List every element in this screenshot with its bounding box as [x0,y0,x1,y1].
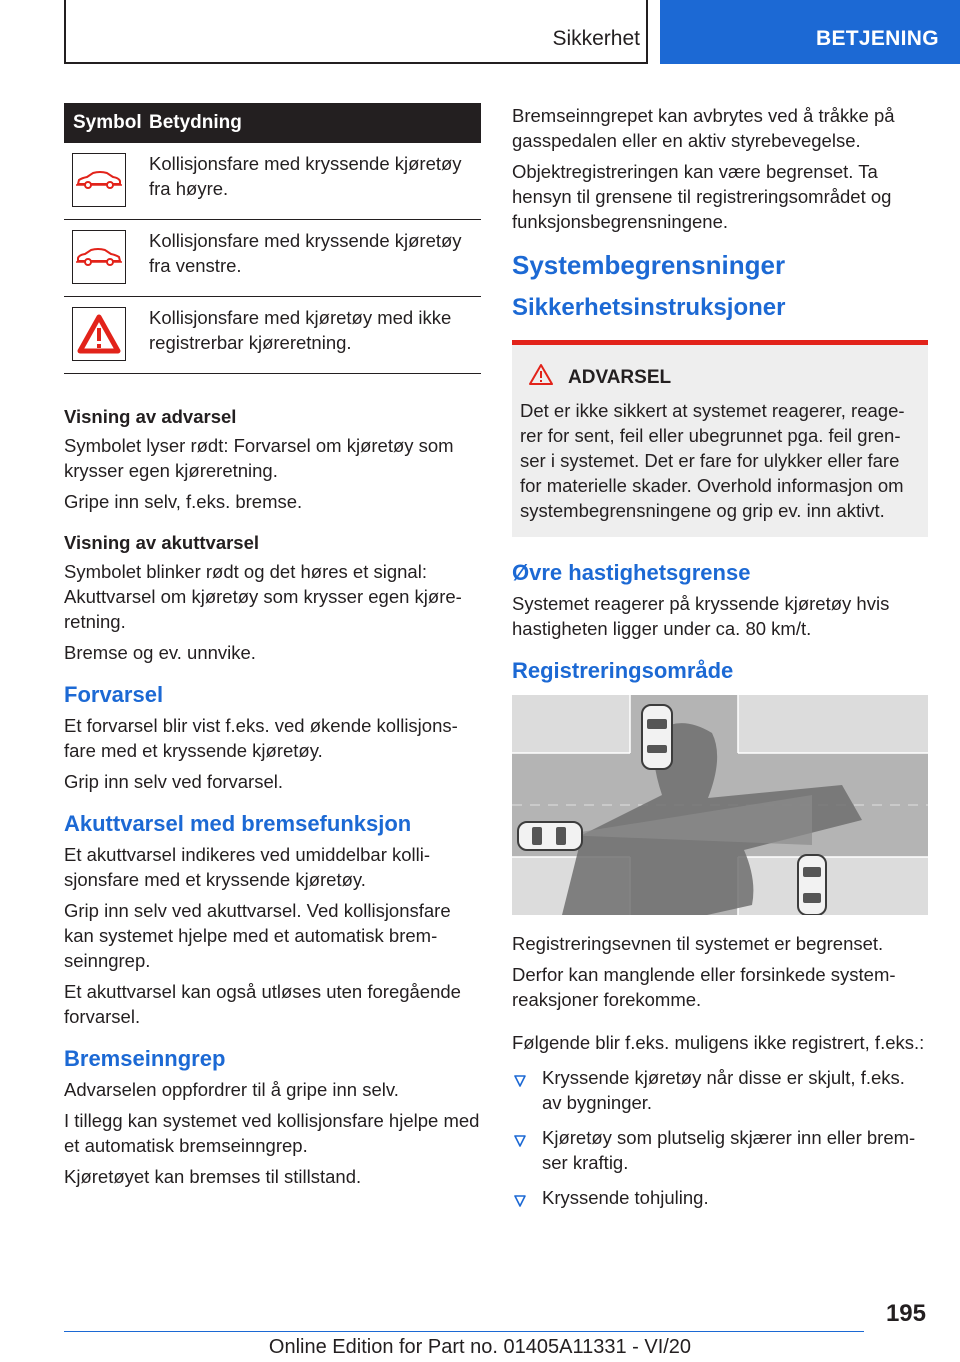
paragraph: Bremse og ev. unnvike. [64,642,256,663]
paragraph: Derfor kan manglende eller forsinkede systemreaksjoner forekomme. [512,964,896,1010]
meaning-text: Kollisjonsfare med kryssende kjøretøy fra høyre. [149,143,481,220]
heading-sikkerhetsinstruksjoner: Sikkerhetsinstruksjoner [512,294,786,321]
paragraph: Grip inn selv ved akuttvarsel. Ved kollisjonsfare kan systemet hjelpe med et automatisk bremseinngrep. [64,900,451,971]
symbol-table [64,103,481,374]
heading-ovre-hastighetsgrense: Øvre hastighetsgrense [512,560,751,585]
meaning-text: Kollisjonsfare med kjøretøy med ikke registrerbar kjøreretning. [149,297,481,374]
triangle-bullet-icon [514,1129,526,1154]
subheading-visning-akuttvarsel: Visning av akuttvarsel [64,532,260,553]
warning-title: ADVARSEL [568,366,672,388]
list-item [512,1185,928,1210]
car-from-right-icon [72,153,126,207]
column-header-symbol: Symbol [64,103,149,143]
warning-box [512,340,928,537]
column-header-meaning: Betydning [149,103,481,143]
page-number: 195 [885,1300,926,1327]
paragraph: Advarselen oppfordrer til å gripe inn selv. [64,1079,399,1100]
paragraph: Bremseinngrepet kan avbrytes ved å tråkke på gasspedalen eller en aktiv styrebevegelse. [512,105,895,151]
list-item-text: Kryssende tohjuling. [542,1187,709,1208]
warning-text: Det er ikke sikkert at systemet reagerer, reagerer for sent, feil eller ubegrunnet pga. feil grenser i systemet. Det er fare for ulykker eller fare for materielle skader. Overhold informasjon om systembegrensningene og grip ev. inn aktivt. [520,400,905,521]
footer-edition: Online Edition for Part no. 01405A11331 - VI/20 [268,1336,692,1358]
paragraph: Gripe inn selv, f.eks. bremse. [64,491,303,512]
triangle-bullet-icon [514,1069,526,1094]
heading-registreringsomrade: Registreringsområde [512,658,734,683]
table-row [64,143,481,220]
table-row [64,297,481,374]
car-from-left-icon [72,230,126,284]
list-item [512,1065,928,1115]
paragraph: I tillegg kan systemet ved kollisjonsfare hjelpe med et automatisk bremseinngrep. [64,1110,480,1156]
table-row [64,220,481,297]
header-section-title: Sikkerhet [552,27,640,50]
paragraph: Symbolet lyser rødt: Forvarsel om kjøretøy som krysser egen kjøreretning. [64,435,454,481]
paragraph: Et forvarsel blir vist f.eks. ved økende kollisjonsfare med et kryssende kjøretøy. [64,715,458,761]
heading-systembegrensninger: Systembegrensninger [512,250,786,280]
paragraph: Grip inn selv ved forvarsel. [64,771,284,792]
paragraph: Systemet reagerer på kryssende kjøretøy hvis hastigheten ligger under ca. 80 km/t. [512,593,890,639]
paragraph: Registreringsevnen til systemet er begrenset. [512,933,884,954]
subheading-visning-advarsel: Visning av advarsel [64,406,237,427]
paragraph: Symbolet blinker rødt og det høres et signal: Akuttvarsel om kjøretøy som krysser egen kjøreretning. [64,561,462,632]
paragraph: Kjøretøyet kan bremses til stillstand. [64,1166,362,1187]
paragraph: Følgende blir f.eks. muligens ikke registrert, f.eks.: [512,1032,925,1053]
paragraph: Objektregistreringen kan være begrenset. Ta hensyn til grensene til registreringsområdet og funksjonsbegrensningene. [512,161,892,232]
triangle-bullet-icon [514,1189,526,1214]
left-column [64,103,481,1195]
warning-triangle-icon [528,363,554,392]
right-column [512,103,928,1220]
list-item-text: Kjøretøy som plutselig skjærer inn eller bremser kraftig. [542,1127,916,1173]
heading-forvarsel: Forvarsel [64,682,164,707]
paragraph: Et akuttvarsel kan også utløses uten foregående forvarsel. [64,981,461,1027]
list-item [512,1125,928,1175]
warning-triangle-icon [72,307,126,361]
paragraph: Et akuttvarsel indikeres ved umiddelbar kollisjonsfare med et kryssende kjøretøy. [64,844,431,890]
limitation-list [512,1065,928,1210]
meaning-text: Kollisjonsfare med kryssende kjøretøy fra venstre. [149,220,481,297]
list-item-text: Kryssende kjøretøy når disse er skjult, f.eks. av bygninger. [542,1067,905,1113]
footer-divider [64,1331,864,1332]
header-tab-betjening[interactable]: BETJENING [660,0,960,64]
heading-akuttvarsel: Akuttvarsel med bremsefunksjon [64,811,412,836]
heading-bremseinngrep: Bremseinngrep [64,1046,226,1071]
detection-area-diagram [512,695,928,915]
